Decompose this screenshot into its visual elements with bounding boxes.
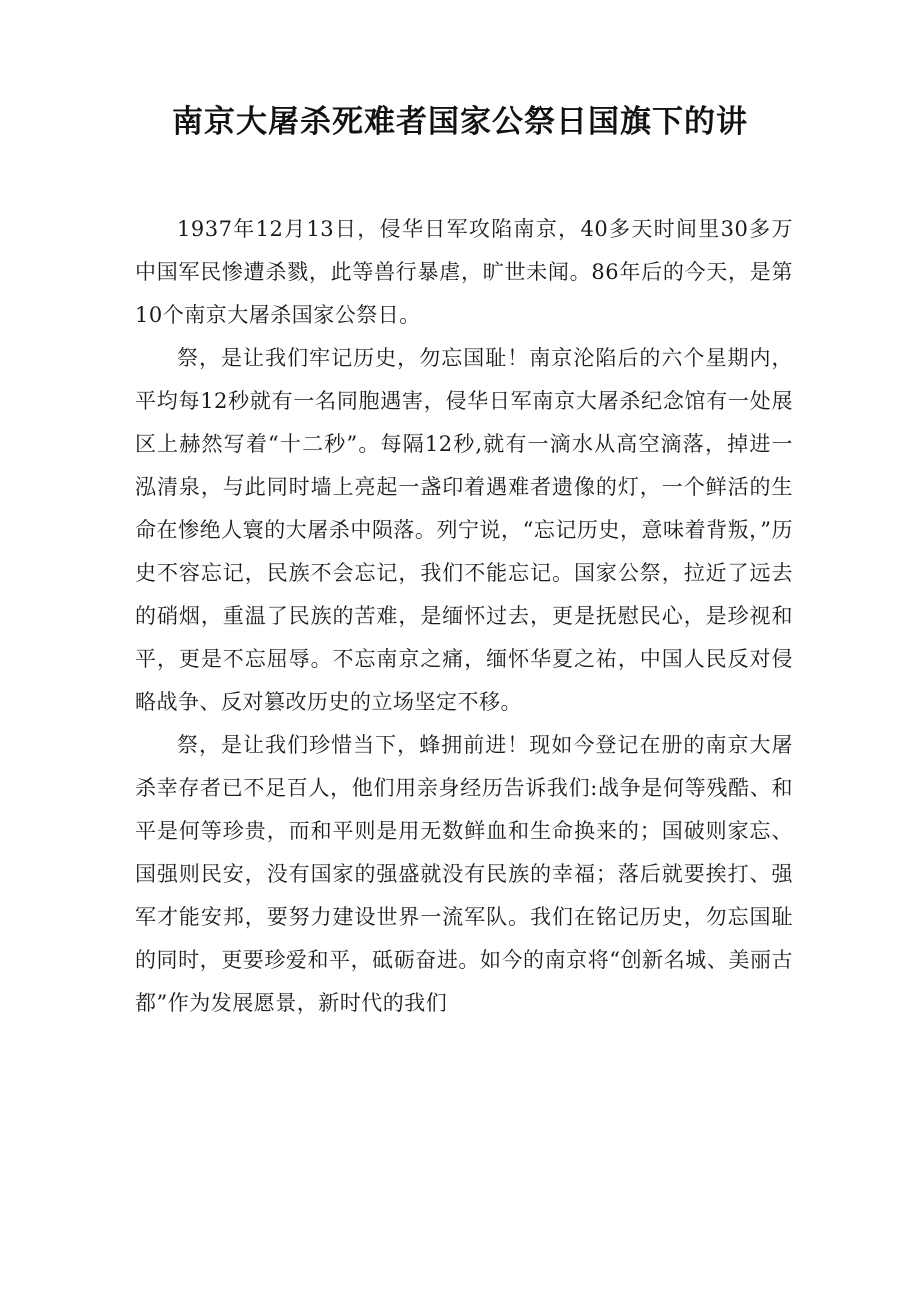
- paragraph-2: 祭，是让我们牢记历史，勿忘国耻！南京沦陷后的六个星期内，平均每12秒就有一名同胞遇害，侵华日军南京大屠杀纪念馆有一处展区上赫然写着“十二秒”。每隔12秒,就有一滴水从高空滴落，掉进一泓清泉，与此同时墙上亮起一盏印着遇难者遗像的灯，一个鲜活的生命在惨绝人寰的大屠杀中陨落。列宁说，“忘记历史，意味着背叛，”历史不容忘记，民族不会忘记，我们不能忘记。国家公祭，拉近了远去的硝烟，重温了民族的苦难，是缅怀过去，更是抚慰民心，是珍视和平，更是不忘屈辱。不忘南京之痛，缅怀华夏之祐，中国人民反对侵略战争、反对篡改历史的立场坚定不移。: [135, 346, 793, 714]
- paragraph-3: 祭，是让我们珍惜当下，蜂拥前进！现如今登记在册的南京大屠杀幸存者已不足百人，他们用亲身经历告诉我们:战争是何等残酷、和平是何等珍贵，而和平则是用无数鲜血和生命换来的；国破则家忘、国强则民安，没有国家的强盛就没有民族的幸福；落后就要挨打、强军才能安邦，要努力建设世界一流军队。我们在铭记历史，勿忘国耻的同时，更要珍爱和平，砥砺奋进。如今的南京将“创新名城、美丽古都”作为发展愿景，新时代的我们: [135, 733, 793, 1015]
- document-body: [135, 208, 793, 1025]
- paragraph-1: 1937年12月13日，侵华日军攻陷南京，40多天时间里30多万中国军民惨遭杀戮，此等兽行暴虐，旷世未闻。86年后的今天，是第10个南京大屠杀国家公祭日。: [135, 217, 793, 327]
- document-title: 南京大屠杀死难者国家公祭日国旗下的讲: [172, 104, 748, 140]
